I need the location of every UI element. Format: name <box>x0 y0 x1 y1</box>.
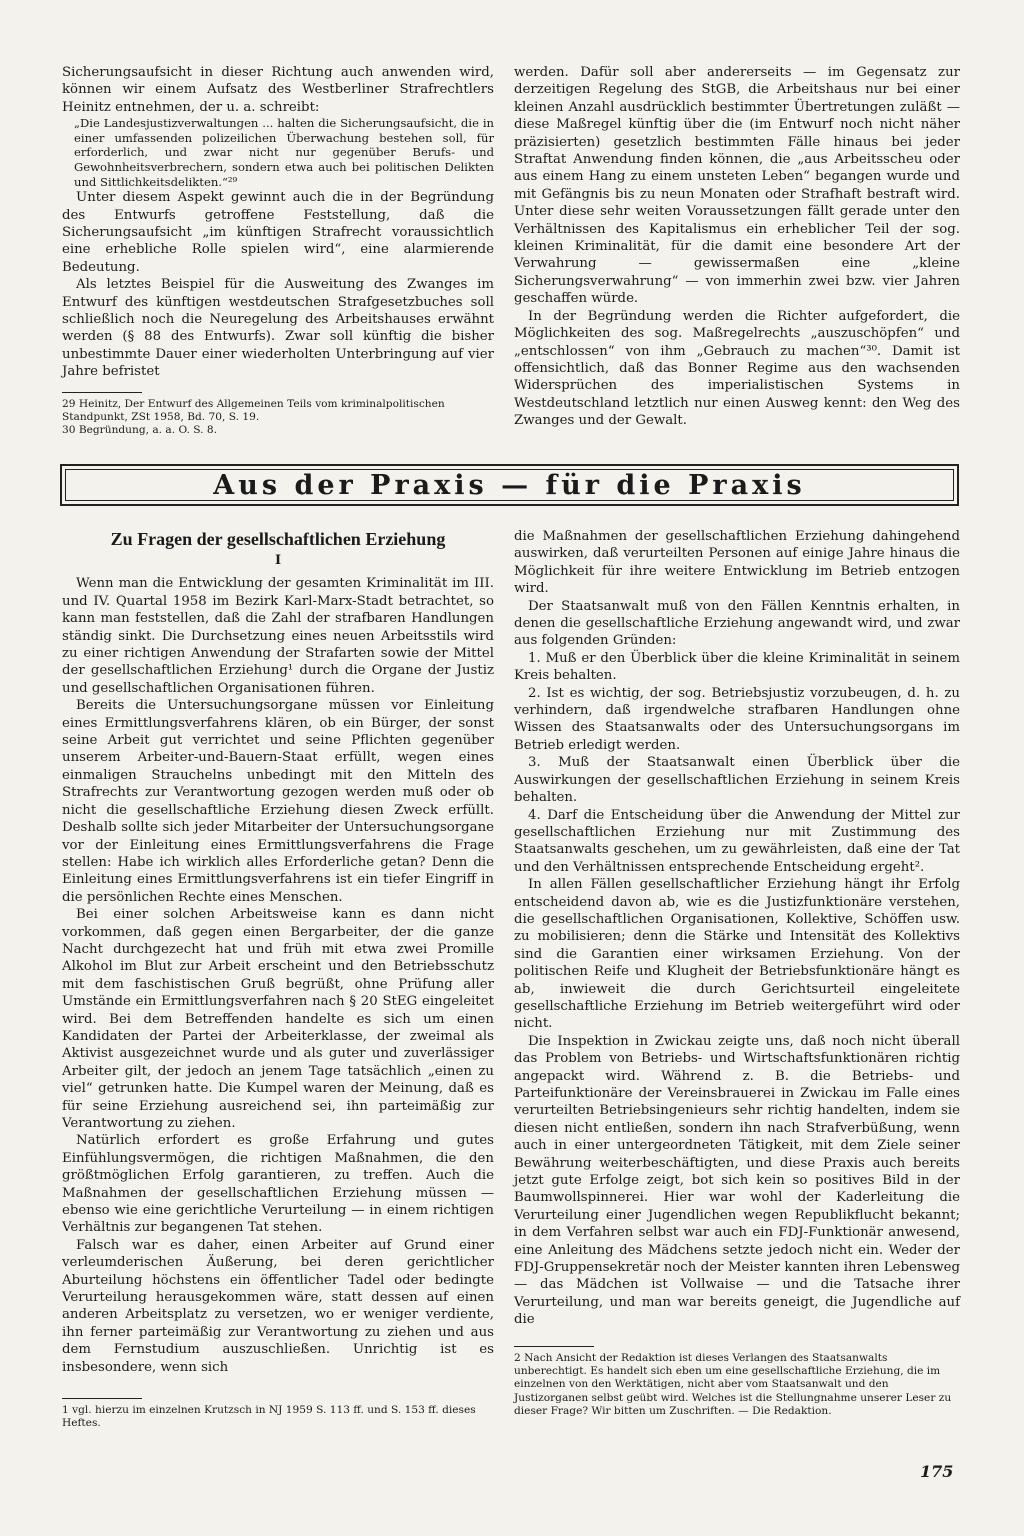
paragraph: Die Inspektion in Zwickau zeigte uns, daß noch nicht überall das Problem von Betriebs- und Wirtschaftsfunktionären richtig angepackt wird. Während z. B. die Betriebs- und Parteifunktionäre der Vereinsbrauerei in Zwickau im Falle eines verurteilten Betriebsingenieurs sehr richtig handelten, indem sie diesen nicht entließen, sondern ihn nach Strafverbüßung, wenn auch in einer untergeordneten Tätigkeit, mit dem Ziele seiner Bewährung weiterbeschäftigten, und diese Praxis auch bereits jetzt gute Erfolge zeigt, bot sich kein so positives Bild in der Baumwollspinnerei. Hier war wohl der Kaderleitung die Verurteilung einer Jugendlichen wegen Republikflucht bekannt; in dem Verfahren selbst war auch ein FDJ-Funktionär anwesend, eine Anleitung des Mädchens setzte jedoch nicht ein. Weder der FDJ-Gruppensekretär noch der Meister kannten ihren Lebensweg — das Mädchen ist Vollwaise — und die Tatsache ihrer Verurteilung, und man war bereits geneigt, die Jugendliche auf die <box>514 1033 960 1328</box>
paragraph: Unter diesem Aspekt gewinnt auch die in der Begründung des Entwurfs getroffene Feststellung, daß die Sicherungsaufsicht „im künftigen Strafrecht voraussichtlich eine erhebliche Rolle spielen wird“, eine alarmierende Bedeutung. <box>62 190 494 275</box>
footnote-rule <box>62 392 142 393</box>
section-banner <box>60 464 959 506</box>
article-left-footnote <box>62 1404 494 1430</box>
reason-item: 1. Muß er den Überblick über die kleine Kriminalität in seinem Kreis behalten. <box>514 650 960 684</box>
footnote-2: 2 Nach Ansicht der Redaktion ist dieses Verlangen des Staatsanwalts unberechtigt. Es handelt sich eben um eine gesellschaftliche Erziehung, die im einzelnen von den Werktätigen, nicht aber vom Staatsanwalt und den Justizorganen selbst geübt wird. Welches ist die Stellungnahme unserer Leser zu dieser Frage? Wir bitten um Zuschriften. — Die Redaktion. <box>514 1352 952 1417</box>
paragraph: Als letztes Beispiel für die Ausweitung des Zwanges im Entwurf des künftigen westdeutschen Strafgesetzbuches soll schließlich noch die Neuregelung des Arbeitshauses erwähnt werden (§ 88 des Entwurfs). Zwar soll künftig die bisher unbestimmte Dauer einer wiederholten Unterbringung auf vier Jahre befristet <box>62 277 494 380</box>
page-number: 175 <box>920 1462 954 1481</box>
paragraph: Der Staatsanwalt muß von den Fällen Kenntnis erhalten, in denen die gesellschaftliche Erziehung angewandt wird, und zwar aus folgenden Gründen: <box>514 598 960 649</box>
paragraph: Sicherungsaufsicht in dieser Richtung auch anwenden wird, können wir einem Aufsatz des Westberliner Strafrechtlers Heinitz entnehmen, der u. a. schreibt: <box>62 65 494 115</box>
paragraph: Bereits die Untersuchungsorgane müssen vor Einleitung eines Ermittlungsverfahrens klären, ob ein Bürger, der sonst seine Arbeit gut verrichtet und seine Pflichten gegenüber unserem Arbeiter-und-Bauern-Staat erfüllt, wegen eines einmaligen Strauchelns unbedingt mit den Mitteln des Strafrechts zur Verantwortung gezogen werden muß oder ob nicht die gesellschaftliche Erziehung diesen Zweck erfüllt. Deshalb sollte sich jeder Mitarbeiter der Untersuchungsorgane vor der Einleitung eines Ermittlungsverfahrens die Frage stellen: Habe ich wirklich alles Erforderliche getan? Denn die Einleitung eines Ermittlungsverfahrens ist ein tiefer Eingriff in die persönlichen Rechte eines Menschen. <box>62 698 494 905</box>
banner-title: Aus der Praxis — für die Praxis <box>213 469 806 501</box>
paragraph: Bei einer solchen Arbeitsweise kann es dann nicht vorkommen, daß gegen einen Bergarbeiter, der die ganze Nacht durchgezecht hat und früh mit etwa zwei Promille Alkohol im Blut zur Arbeit erscheint und den Betriebsschutz mit dem faschistischen Gruß begrüßt, ohne Prüfung aller Umstände ein Ermittlungsverfahren nach § 20 StEG eingeleitet wird. Bei dem Betreffenden handelte es sich um einen Kandidaten der Partei der Arbeiterklasse, der zweimal als Aktivist ausgezeichnet wurde und als guter und zuverlässiger Arbeiter gilt, der jedoch an jenem Tage tatsächlich „einen zu viel“ getrunken hatte. Die Kumpel waren der Meinung, daß es für seine Erziehung ausreichend sei, ihn parteimäßig zur Verantwortung zu ziehen. <box>62 907 494 1131</box>
top-right-column <box>514 64 960 430</box>
footnote-29: 29 Heinitz, Der Entwurf des Allgemeinen Teils vom kriminalpolitischen Standpunkt, ZSt 1958, Bd. 70, S. 19. <box>62 398 445 424</box>
reason-item: 3. Muß der Staatsanwalt einen Überblick über die Auswirkungen der gesellschaftlichen Erziehung in seinem Kreis behalten. <box>514 755 960 806</box>
article-left-column <box>62 528 494 1376</box>
quote: „Die Landesjustizverwaltungen ... halten die Sicherungsaufsicht, die in einer umfassenden polizeilichen Überwachung bestehen soll, für erforderlich, und zwar nicht nur gegenüber Berufs- und Gewohnheitsverbrechern, sondern etwa auch bei politischen Delikten und Sittlichkeitsdelikten.“²⁹ <box>74 116 494 189</box>
article-heading: Zu Fragen der gesellschaftlichen Erziehung <box>110 529 446 549</box>
paragraph: In der Begründung werden die Richter aufgefordert, die Möglichkeiten des sog. Maßregelrechts „auszuschöpfen“ und „entschlossen“ von ihm „Gebrauch zu machen“³⁰. Damit ist offensichtlich, daß das Bonner Regime aus den wachsenden Widersprüchen des imperialistischen Systems in Westdeutschland letztlich nur einen Ausweg kennt: den Weg des Zwanges und der Gewalt. <box>514 308 960 429</box>
banner-inner-frame <box>65 469 954 501</box>
article-right-column <box>514 528 960 1329</box>
top-left-column <box>62 64 494 381</box>
paragraph: Falsch war es daher, einen Arbeiter auf Grund einer verleumderischen Äußerung, bei deren gerichtlicher Aburteilung höchstens ein öffentlicher Tadel oder bedingte Verurteilung herausgekommen wäre, statt dessen auf einen anderen Arbeitsplatz zu versetzen, wo er weniger verdiente, ihn ferner parteimäßig zur Verantwortung zu ziehen und aus dem Fernstudium auszuschließen. Unrichtig ist es insbesondere, wenn sich <box>62 1237 494 1375</box>
paragraph: die Maßnahmen der gesellschaftlichen Erziehung dahingehend auswirken, daß verurteilten Personen auf einige Jahre hinaus die Möglichkeit für ihre weitere Entwicklung im Betrieb entzogen wird. <box>514 529 960 597</box>
paragraph: Natürlich erfordert es große Erfahrung und gutes Einfühlungsvermögen, die richtigen Maßnahmen, die den größtmöglichen Erfolg garantieren, zu treffen. Auch die Maßnahmen der gesellschaftlichen Erziehung müssen — ebenso wie eine gerichtliche Verurteilung — in einem richtigen Verhältnis zur begangenen Tat stehen. <box>62 1133 494 1236</box>
reason-item: 2. Ist es wichtig, der sog. Betriebsjustiz vorzubeugen, d. h. zu verhindern, daß irgendwelche strafbaren Handlungen ohne Wissen des Staatsanwalts oder des Untersuchungsorgans im Betrieb erledigt werden. <box>514 685 960 753</box>
top-left-footnotes <box>62 398 494 438</box>
reason-item: 4. Darf die Entscheidung über die Anwendung der Mittel zur gesellschaftlichen Erziehung nur mit Zustimmung des Staatsanwalts geschehen, um zu gewährleisten, daß eine der Tat und den Verhältnissen entsprechende Entscheidung ergeht². <box>514 807 960 875</box>
section-number: I <box>274 553 282 568</box>
paragraph: In allen Fällen gesellschaftlicher Erziehung hängt ihr Erfolg entscheidend davon ab, wie es die Justizfunktionäre verstehen, die gesellschaftlichen Organisationen, Kollektive, Schöffen usw. zu mobilisieren; denn die Stärke und Intensität des Kollektivs sind die Garantien einer wirksamen Erziehung. Von der politischen Reife und Klugheit der Betriebsfunktionäre hängt es ab, inwieweit die durch Gerichtsurteil eingeleitete gesellschaftliche Erziehung im Betrieb weitergeführt wird oder nicht. <box>514 877 960 1032</box>
footnote-rule <box>514 1346 594 1347</box>
footnote-rule <box>62 1398 142 1399</box>
footnote-30: 30 Begründung, a. a. O. S. 8. <box>62 424 217 437</box>
paragraph: Wenn man die Entwicklung der gesamten Kriminalität im III. und IV. Quartal 1958 im Bezirk Karl-Marx-Stadt betrachtet, so kann man feststellen, daß die Zahl der strafbaren Handlungen ständig sinkt. Die Durchsetzung eines neuen Arbeitsstils wird zu einer richtigen Anwendung der Strafarten sowie der Mittel der gesellschaftlichen Erziehung¹ durch die Organe der Justiz und gesellschaftlichen Organisationen führen. <box>62 576 494 696</box>
footnote-1: 1 vgl. hierzu im einzelnen Krutzsch in NJ 1959 S. 113 ff. und S. 153 ff. dieses Heftes. <box>62 1404 476 1430</box>
article-right-footnote <box>514 1352 960 1418</box>
paragraph: werden. Dafür soll aber andererseits — im Gegensatz zur derzeitigen Regelung des StGB, die Arbeitshaus nur bei einer kleinen Anzahl ausdrücklich bestimmter Übertretungen zuläßt — diese Maßregel künftig über die (im Entwurf noch nicht näher präzisierten) gesetzlich bestimmten Fälle hinaus bei jeder Straftat Anwendung finden können, die „aus Arbeitsscheu oder aus einem Hang zu einem unsteten Leben“ begangen wurde und mit Gefängnis bis zu neun Monaten oder Strafhaft bestraft wird. Unter diese sehr weiten Voraussetzungen fällt gerade unter den Verhältnissen des Kapitalismus ein erheblicher Teil der sog. kleinen Kriminalität, für die damit eine besondere Art der Verwahrung — gewissermaßen eine „kleine Sicherungsverwahrung“ — von immerhin zwei bzw. vier Jahren geschaffen würde. <box>514 65 960 307</box>
